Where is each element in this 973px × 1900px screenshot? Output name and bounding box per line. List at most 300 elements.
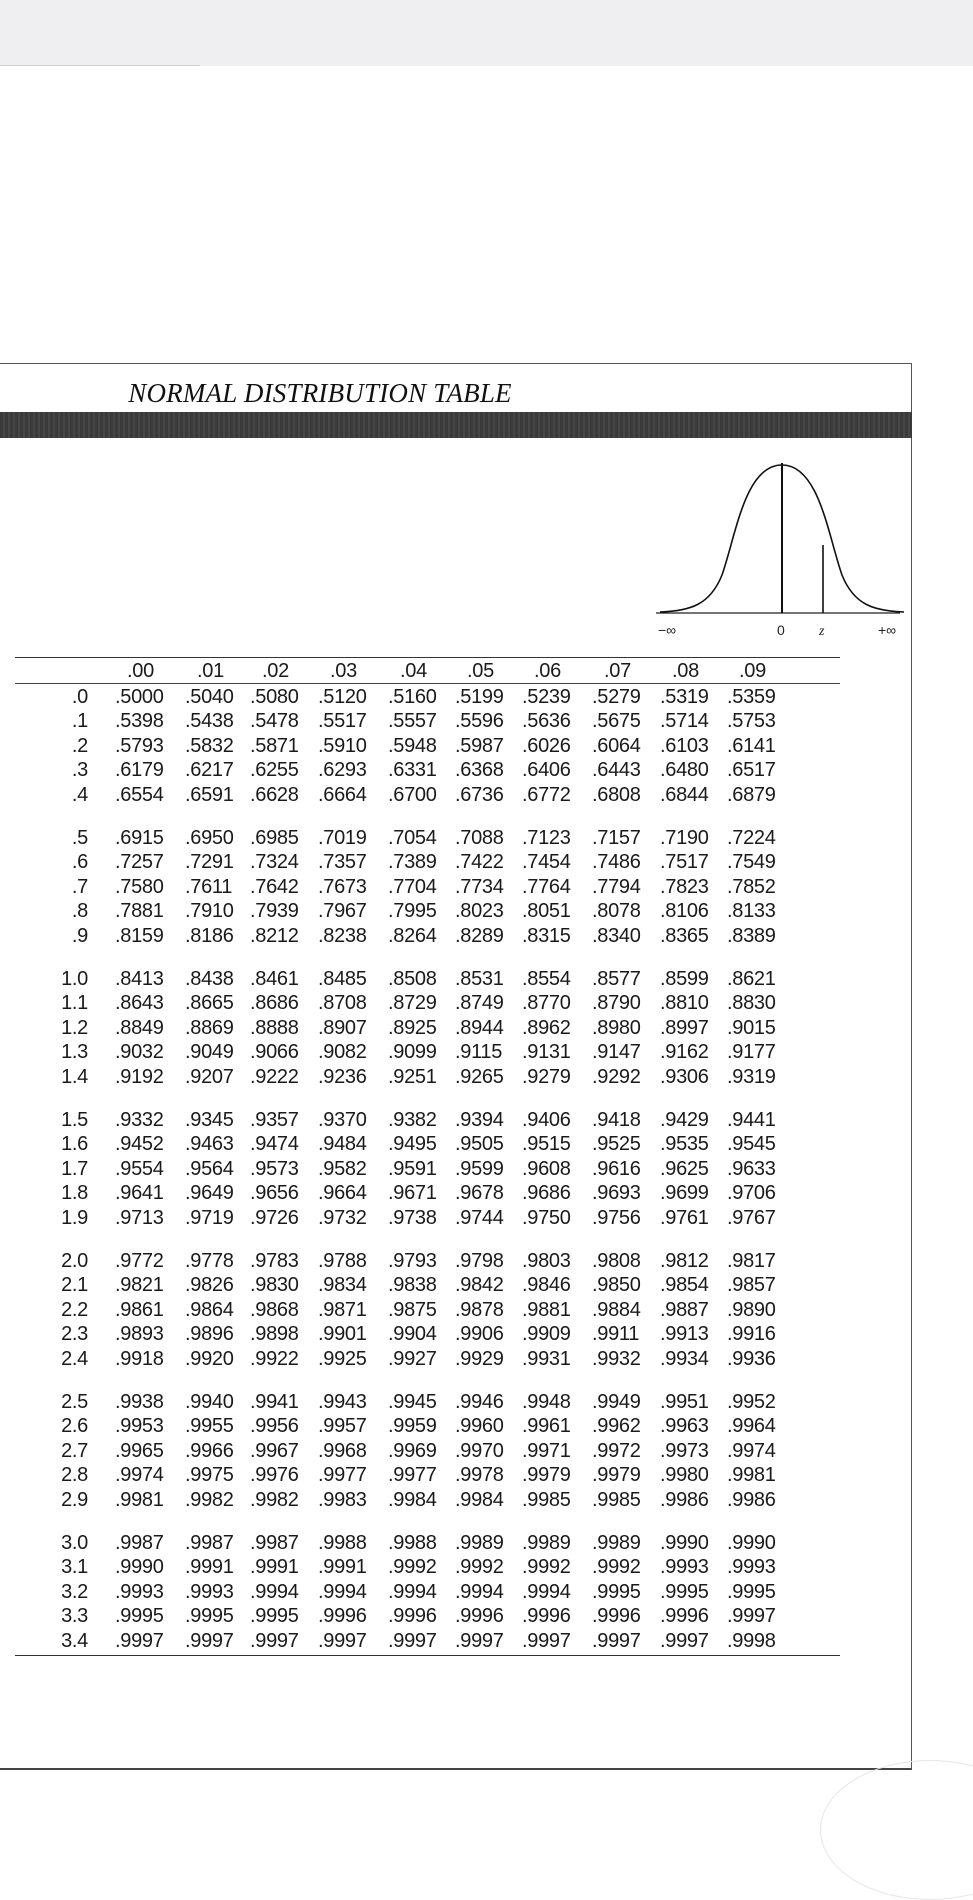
corner-shadow (820, 1760, 973, 1900)
table-cell: .9953 (115, 1415, 164, 1438)
table-cell: .9994 (522, 1580, 571, 1603)
table-cell: .9591 (388, 1157, 437, 1180)
row-z-label: 1.4 (61, 1065, 88, 1088)
table-cell: .5517 (318, 710, 367, 733)
table-cell: .9994 (388, 1580, 437, 1603)
table-cell: .7517 (660, 851, 709, 874)
table-cell: .6844 (660, 783, 709, 806)
column-header: .05 (467, 660, 494, 682)
table-cell: .9608 (522, 1157, 571, 1180)
table-cell: .9938 (115, 1391, 164, 1413)
table-cell: .9918 (115, 1347, 164, 1370)
table-cell: .6985 (250, 827, 299, 849)
table-cell: .5120 (318, 686, 367, 708)
table-cell: .9778 (185, 1250, 234, 1272)
table-cell: .6517 (727, 759, 776, 782)
table-cell: .8577 (592, 968, 641, 990)
row-z-label: 2.8 (61, 1464, 88, 1487)
table-cell: .8485 (318, 968, 367, 990)
table-cell: .9177 (727, 1041, 776, 1064)
table-cell: .8962 (522, 1016, 571, 1039)
table-cell: .8790 (592, 992, 641, 1015)
table-cell: .8023 (455, 900, 504, 923)
table-cell: .9719 (185, 1206, 234, 1229)
table-cell: .9995 (250, 1605, 299, 1628)
table-cell: .9909 (522, 1323, 571, 1346)
table-cell: .9686 (522, 1182, 571, 1205)
table-cell: .9988 (318, 1532, 367, 1554)
table-cell: .6591 (185, 783, 234, 806)
table-cell: .8997 (660, 1016, 709, 1039)
table-cell: .9664 (318, 1182, 367, 1205)
table-cell: .6443 (592, 759, 641, 782)
table-cell: .9906 (455, 1323, 504, 1346)
table-cell: .7019 (318, 827, 367, 849)
table-cell: .8106 (660, 900, 709, 923)
table-cell: .6554 (115, 783, 164, 806)
table-cell: .5557 (388, 710, 437, 733)
table-cell: .6217 (185, 759, 234, 782)
row-z-label: .3 (71, 759, 88, 782)
table-cell: .9706 (727, 1182, 776, 1205)
table-cell: .8686 (250, 992, 299, 1015)
table-cell: .9970 (455, 1439, 504, 1462)
row-z-label: 2.3 (61, 1323, 88, 1346)
column-header: .07 (604, 660, 631, 682)
column-header: .09 (739, 660, 766, 682)
table-cell: .7123 (522, 827, 571, 849)
table-cell: .9616 (592, 1157, 641, 1180)
table-cell: .9996 (318, 1605, 367, 1628)
table-cell: .9997 (250, 1629, 299, 1652)
table-cell: .8365 (660, 924, 709, 947)
table-cell: .7852 (727, 875, 776, 898)
table-cell: .9979 (522, 1464, 571, 1487)
table-cell: .9738 (388, 1206, 437, 1229)
table-cell: .9962 (592, 1415, 641, 1438)
table-cell: .9279 (522, 1065, 571, 1088)
table-cell: .7967 (318, 900, 367, 923)
row-z-label: 1.3 (61, 1041, 88, 1064)
row-z-label: .8 (71, 900, 88, 923)
table-cell: .9984 (388, 1488, 437, 1511)
table-cell: .9993 (185, 1580, 234, 1603)
table-cell: .9115 (455, 1041, 503, 1064)
table-cell: .9997 (592, 1629, 641, 1652)
table-cell: .9989 (522, 1532, 571, 1554)
table-cell: .9573 (250, 1157, 299, 1180)
table-cell: .7611 (185, 875, 233, 898)
table-cell: .7054 (388, 827, 437, 849)
row-z-label: 1.1 (61, 992, 88, 1015)
table-cell: .5753 (727, 710, 776, 733)
table-cell: .8888 (250, 1016, 299, 1039)
table-cell: .9925 (318, 1347, 367, 1370)
table-cell: .9554 (115, 1157, 164, 1180)
table-cell: .9993 (660, 1556, 709, 1579)
table-cell: .9474 (250, 1133, 299, 1156)
table-cell: .8315 (522, 924, 571, 947)
table-cell: .8980 (592, 1016, 641, 1039)
table-cell: .8159 (115, 924, 164, 947)
table-cell: .9857 (727, 1274, 776, 1297)
table-cell: .9505 (455, 1133, 504, 1156)
table-cell: .8340 (592, 924, 641, 947)
table-cell: .9990 (727, 1532, 776, 1554)
row-z-label: 1.8 (61, 1182, 88, 1205)
table-cell: .9946 (455, 1391, 504, 1413)
table-cell: .9772 (115, 1250, 164, 1272)
table-cell: .9082 (318, 1041, 367, 1064)
table-cell: .9893 (115, 1323, 164, 1346)
table-cell: .9979 (592, 1464, 641, 1487)
table-cell: .9817 (727, 1250, 776, 1272)
table-cell: .9671 (388, 1182, 437, 1205)
table-cell: .7580 (115, 875, 164, 898)
table-cell: .6331 (388, 759, 437, 782)
table-cell: .9916 (727, 1323, 776, 1346)
table-cell: .9850 (592, 1274, 641, 1297)
table-cell: .9864 (185, 1298, 234, 1321)
table-cell: .6808 (592, 783, 641, 806)
table-cell: .9131 (522, 1041, 571, 1064)
table-cell: .7486 (592, 851, 641, 874)
table-cell: .9990 (115, 1556, 164, 1579)
table-cell: .8643 (115, 992, 164, 1015)
table-cell: .9767 (727, 1206, 776, 1229)
table-cell: .9960 (455, 1415, 504, 1438)
table-cell: .9793 (388, 1250, 437, 1272)
table-cell: .9972 (592, 1439, 641, 1462)
table-cell: .8729 (388, 992, 437, 1015)
table-cell: .9994 (455, 1580, 504, 1603)
table-cell: .9222 (250, 1065, 299, 1088)
table-cell: .9236 (318, 1065, 367, 1088)
table-cell: .9998 (727, 1629, 776, 1652)
table-cell: .9997 (318, 1629, 367, 1652)
table-cell: .8531 (455, 968, 504, 990)
column-header: .04 (400, 660, 427, 682)
table-cell: .7910 (185, 900, 234, 923)
table-cell: .9834 (318, 1274, 367, 1297)
row-z-label: 1.6 (61, 1133, 88, 1156)
row-z-label: .9 (71, 924, 88, 947)
table-cell: .8051 (522, 900, 571, 923)
table-cell: .9978 (455, 1464, 504, 1487)
table-cell: .5000 (115, 686, 164, 708)
table-cell: .6179 (115, 759, 164, 782)
table-cell: .9761 (660, 1206, 709, 1229)
header-bottom-rule (15, 683, 840, 684)
table-cell: .5199 (455, 686, 504, 708)
table-cell: .8078 (592, 900, 641, 923)
table-cell: .9948 (522, 1391, 571, 1413)
table-cell: .6664 (318, 783, 367, 806)
table-cell: .9713 (115, 1206, 164, 1229)
table-cell: .9974 (115, 1464, 164, 1487)
column-header: .08 (672, 660, 699, 682)
table-cell: .7704 (388, 875, 437, 898)
table-cell: .9922 (250, 1347, 299, 1370)
table-cell: .9989 (455, 1532, 504, 1554)
row-z-label: 2.9 (61, 1488, 88, 1511)
table-cell: .9934 (660, 1347, 709, 1370)
table-cell: .9564 (185, 1157, 234, 1180)
table-cell: .9861 (115, 1298, 164, 1321)
table-bottom-rule (15, 1655, 840, 1656)
table-cell: .9996 (522, 1605, 571, 1628)
table-cell: .9319 (727, 1065, 776, 1088)
table-cell: .9901 (318, 1323, 367, 1346)
table-cell: .8770 (522, 992, 571, 1015)
table-cell: .9968 (318, 1439, 367, 1462)
table-cell: .9955 (185, 1415, 234, 1438)
table-cell: .6480 (660, 759, 709, 782)
table-cell: .7357 (318, 851, 367, 874)
table-cell: .9032 (115, 1041, 164, 1064)
table-cell: .9996 (592, 1605, 641, 1628)
table-cell: .8212 (250, 924, 299, 947)
table-cell: .9995 (727, 1580, 776, 1603)
table-cell: .5832 (185, 734, 234, 757)
table-cell: .9535 (660, 1133, 709, 1156)
table-cell: .5793 (115, 734, 164, 757)
table-cell: .9783 (250, 1250, 299, 1272)
table-cell: .9868 (250, 1298, 299, 1321)
row-z-label: .0 (71, 686, 88, 708)
table-cell: .9996 (660, 1605, 709, 1628)
table-cell: .9633 (727, 1157, 776, 1180)
table-cell: .9821 (115, 1274, 164, 1297)
row-z-label: 1.9 (61, 1206, 88, 1229)
table-cell: .9994 (318, 1580, 367, 1603)
table-cell: .8665 (185, 992, 234, 1015)
table-cell: .9984 (455, 1488, 504, 1511)
table-cell: .9678 (455, 1182, 504, 1205)
row-z-label: .1 (71, 710, 88, 733)
row-z-label: 3.0 (61, 1532, 88, 1554)
table-cell: .5910 (318, 734, 367, 757)
table-cell: .9988 (388, 1532, 437, 1554)
table-cell: .8554 (522, 968, 571, 990)
table-cell: .9896 (185, 1323, 234, 1346)
table-cell: .7734 (455, 875, 504, 898)
table-cell: .8944 (455, 1016, 504, 1039)
table-cell: .8907 (318, 1016, 367, 1039)
table-cell: .8810 (660, 992, 709, 1015)
table-cell: .9826 (185, 1274, 234, 1297)
normal-curve-diagram (650, 455, 910, 645)
table-cell: .5359 (727, 686, 776, 708)
table-cell: .9656 (250, 1182, 299, 1205)
table-cell: .6406 (522, 759, 571, 782)
row-z-label: .6 (71, 851, 88, 874)
column-header: .01 (197, 660, 224, 682)
table-cell: .9951 (660, 1391, 709, 1413)
table-cell: .9641 (115, 1182, 164, 1205)
table-cell: .9904 (388, 1323, 437, 1346)
table-cell: .8438 (185, 968, 234, 990)
row-z-label: 2.1 (61, 1274, 88, 1297)
column-header: .03 (330, 660, 357, 682)
table-cell: .6915 (115, 827, 164, 849)
table-cell: .8264 (388, 924, 437, 947)
table-cell: .5871 (250, 734, 299, 757)
table-cell: .5398 (115, 710, 164, 733)
row-z-label: .4 (71, 783, 88, 806)
table-cell: .9265 (455, 1065, 504, 1088)
row-z-label: .2 (71, 734, 88, 757)
table-cell: .9931 (522, 1347, 571, 1370)
table-cell: .9932 (592, 1347, 641, 1370)
column-headers (0, 659, 900, 683)
table-cell: .9812 (660, 1250, 709, 1272)
table-cell: .9406 (522, 1109, 571, 1131)
row-z-label: 2.5 (61, 1391, 88, 1413)
table-title: NORMAL DISTRIBUTION TABLE (128, 378, 512, 408)
table-cell: .9967 (250, 1439, 299, 1462)
table-cell: .9997 (115, 1629, 164, 1652)
table-cell: .9147 (592, 1041, 641, 1064)
table-cell: .9973 (660, 1439, 709, 1462)
table-cell: .8389 (727, 924, 776, 947)
table-cell: .6064 (592, 734, 641, 757)
table-cell: .9162 (660, 1041, 709, 1064)
table-cell: .9994 (250, 1580, 299, 1603)
table-cell: .6772 (522, 783, 571, 806)
table-cell: .7995 (388, 900, 437, 923)
table-cell: .9484 (318, 1133, 367, 1156)
table-cell: .9545 (727, 1133, 776, 1156)
table-cell: .9977 (318, 1464, 367, 1487)
table-cell: .9049 (185, 1041, 234, 1064)
table-cell: .9192 (115, 1065, 164, 1088)
table-cell: .9993 (115, 1580, 164, 1603)
table-cell: .5948 (388, 734, 437, 757)
row-z-label: 3.2 (61, 1580, 88, 1603)
table-cell: .9996 (455, 1605, 504, 1628)
table-cell: .7291 (185, 851, 234, 874)
table-cell: .9949 (592, 1391, 641, 1413)
table-cell: .8413 (115, 968, 164, 990)
table-cell: .5596 (455, 710, 504, 733)
table-cell: .9997 (388, 1629, 437, 1652)
table-cell: .8599 (660, 968, 709, 990)
table-cell: .5279 (592, 686, 641, 708)
table-cell: .6368 (455, 759, 504, 782)
table-cell: .9750 (522, 1206, 571, 1229)
table-cell: .9788 (318, 1250, 367, 1272)
table-cell: .9744 (455, 1206, 504, 1229)
table-cell: .5438 (185, 710, 234, 733)
table-cell: .9251 (388, 1065, 437, 1088)
row-z-label: 1.2 (61, 1016, 88, 1039)
table-cell: .7257 (115, 851, 164, 874)
table-cell: .9345 (185, 1109, 234, 1131)
table-cell: .9971 (522, 1439, 571, 1462)
table-cell: .7157 (592, 827, 641, 849)
table-cell: .9987 (250, 1532, 299, 1554)
table-cell: .9969 (388, 1439, 437, 1462)
row-z-label: 3.4 (61, 1629, 88, 1652)
row-z-label: 3.1 (61, 1556, 88, 1579)
zero-label: 0 (777, 622, 785, 638)
table-cell: .9991 (185, 1556, 234, 1579)
table-cell: .7642 (250, 875, 299, 898)
table-cell: .6103 (660, 734, 709, 757)
table-cell: .9966 (185, 1439, 234, 1462)
row-z-label: .7 (71, 875, 88, 898)
table-cell: .9929 (455, 1347, 504, 1370)
table-cell: .9357 (250, 1109, 299, 1131)
table-cell: .8289 (455, 924, 504, 947)
table-cell: .9992 (455, 1556, 504, 1579)
table-cell: .7794 (592, 875, 641, 898)
table-cell: .5675 (592, 710, 641, 733)
table-cell: .9992 (388, 1556, 437, 1579)
table-cell: .9463 (185, 1133, 234, 1156)
header-band (0, 412, 912, 438)
table-cell: .6141 (727, 734, 776, 757)
table-cell: .8749 (455, 992, 504, 1015)
table-cell: .7764 (522, 875, 571, 898)
table-cell: .9830 (250, 1274, 299, 1297)
table-cell: .5040 (185, 686, 234, 708)
table-cell: .9997 (522, 1629, 571, 1652)
table-cell: .9956 (250, 1415, 299, 1438)
table-cell: .9975 (185, 1464, 234, 1487)
table-cell: .9997 (185, 1629, 234, 1652)
table-cell: .9977 (388, 1464, 437, 1487)
table-cell: .9991 (250, 1556, 299, 1579)
table-cell: .9982 (185, 1488, 234, 1511)
table-cell: .5080 (250, 686, 299, 708)
table-cell: .7190 (660, 827, 709, 849)
table-cell: .6879 (727, 783, 776, 806)
table-cell: .9990 (660, 1532, 709, 1554)
row-z-label: 2.0 (61, 1250, 88, 1272)
table-cell: .9965 (115, 1439, 164, 1462)
column-header: .02 (262, 660, 289, 682)
table-cell: .9441 (727, 1109, 776, 1131)
table-cell: .9854 (660, 1274, 709, 1297)
z-label: z (819, 624, 825, 639)
table-cell: .9945 (388, 1391, 437, 1413)
table-cell: .9803 (522, 1250, 571, 1272)
table-cell: .7324 (250, 851, 299, 874)
minus-infinity-label: −∞ (658, 622, 677, 638)
header-top-rule (15, 657, 840, 658)
table-cell: .8708 (318, 992, 367, 1015)
table-cell: .9995 (592, 1580, 641, 1603)
table-cell: .6628 (250, 783, 299, 806)
table-cell: .9756 (592, 1206, 641, 1229)
table-cell: .9974 (727, 1439, 776, 1462)
table-cell: .6736 (455, 783, 504, 806)
table-cell: .9525 (592, 1133, 641, 1156)
table-cell: .8830 (727, 992, 776, 1015)
table-cell: .5319 (660, 686, 709, 708)
row-z-label: 3.3 (61, 1605, 88, 1628)
table-cell: .5160 (388, 686, 437, 708)
table-cell: .9997 (455, 1629, 504, 1652)
table-cell: .9913 (660, 1323, 709, 1346)
row-z-label: .5 (71, 827, 88, 849)
table-cell: .9993 (727, 1556, 776, 1579)
table-cell: .9015 (727, 1016, 776, 1039)
table-cell: .9991 (318, 1556, 367, 1579)
table-cell: .6255 (250, 759, 299, 782)
